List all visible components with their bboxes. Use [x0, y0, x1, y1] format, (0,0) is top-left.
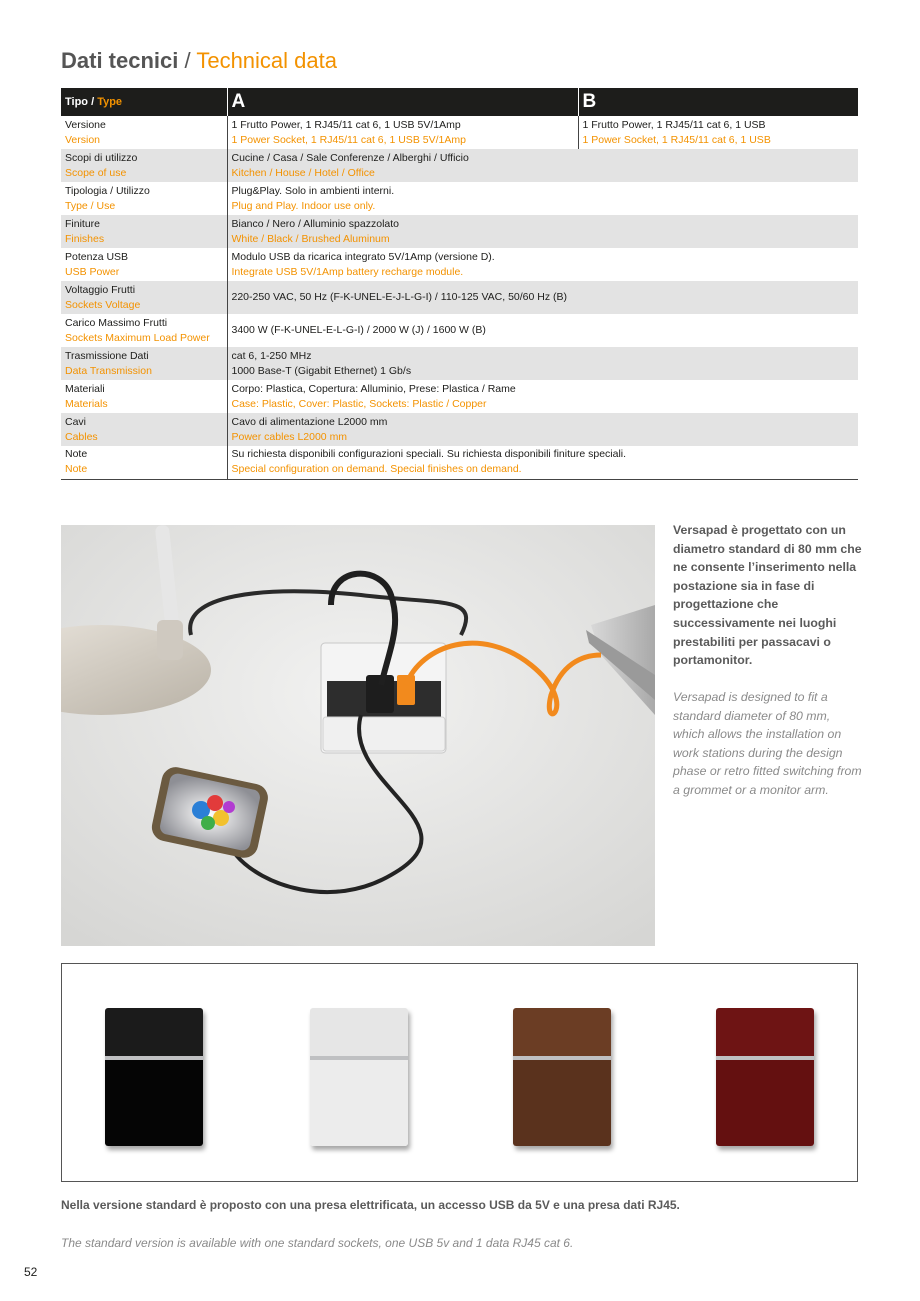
title-english: Technical data: [196, 48, 337, 73]
value-it: Plug&Play. Solo in ambienti interni.: [231, 184, 395, 197]
finish-swatch-burgundy: [716, 1008, 814, 1146]
label-en: Materials: [65, 397, 108, 410]
row-value: [227, 215, 858, 248]
value-it: Cucine / Casa / Sale Conferenze / Alberghi / Ufficio: [231, 151, 469, 164]
row-value: [227, 380, 858, 413]
description-english: Versapad is designed to fit a standard diameter of 80 mm, which allows the installation on work stations during the design phase or retro fitted switching from a grommet or a monitor arm.: [673, 690, 862, 797]
label-it: Versione: [65, 118, 106, 131]
column-b-header: B: [578, 88, 858, 116]
swatch-base: [105, 1060, 203, 1146]
label-it: Trasmissione Dati: [65, 349, 149, 362]
swatch-cover: [310, 1008, 408, 1056]
table-row: [61, 446, 858, 479]
label-it: Scopi di utilizzo: [65, 151, 138, 164]
table-row: [61, 281, 858, 314]
row-label: [61, 248, 227, 281]
table-row: [61, 149, 858, 182]
value-it: Bianco / Nero / Alluminio spazzolato: [231, 217, 400, 230]
value-it: Cavo di alimentazione L2000 mm: [231, 415, 388, 428]
product-photo-illustration: [61, 525, 655, 946]
label-en: USB Power: [65, 265, 120, 278]
table-row: [61, 215, 858, 248]
product-photo: [61, 525, 655, 946]
value-it: Corpo: Plastica, Copertura: Alluminio, Prese: Plastica / Rame: [231, 382, 516, 395]
value-it: cat 6, 1-250 MHz: [231, 349, 312, 362]
finish-swatch-black: [105, 1008, 203, 1146]
row-value: [227, 446, 858, 479]
value-en: Special configuration on demand. Special finishes on demand.: [231, 463, 522, 476]
row-value: [227, 248, 858, 281]
row-label: [61, 446, 227, 479]
caption-italian: Nella versione standard è proposto con una presa elettrificata, un accesso USB da 5V e una presa dati RJ45.: [61, 1198, 680, 1212]
row-label: [61, 149, 227, 182]
type-header-en: Type: [97, 96, 123, 108]
label-it: Voltaggio Frutti: [65, 283, 136, 296]
value-it: Su richiesta disponibili configurazioni speciali. Su richiesta disponibili finiture speciali.: [231, 448, 627, 461]
label-en: Type / Use: [65, 199, 116, 212]
swatch-cover: [105, 1008, 203, 1056]
title-italian: Dati tecnici: [61, 48, 179, 73]
table-row: [61, 182, 858, 215]
row-value: [227, 314, 858, 347]
value-single: 3400 W (F-K-UNEL-E-L-G-I) / 2000 W (J) / 1600 W (B): [231, 324, 486, 336]
label-en: Note: [65, 463, 88, 476]
label-en: Finishes: [65, 232, 105, 245]
value-en: Integrate USB 5V/1Amp battery recharge module.: [231, 265, 464, 278]
label-it: Note: [65, 448, 88, 461]
label-en: Sockets Maximum Load Power: [65, 331, 210, 344]
finish-swatch-walnut: [513, 1008, 611, 1146]
row-label: [61, 215, 227, 248]
label-en: Scope of use: [65, 166, 127, 179]
value-en: 1 Power Socket, 1 RJ45/11 cat 6, 1 USB 5V/1Amp: [231, 133, 466, 146]
swatch-base: [310, 1060, 408, 1146]
label-it: Carico Massimo Frutti: [65, 316, 168, 329]
type-header-slash: /: [88, 96, 98, 108]
table-row: [61, 314, 858, 347]
swatch-base: [513, 1060, 611, 1146]
value-en: Case: Plastic, Cover: Plastic, Sockets: Plastic / Copper: [231, 397, 487, 410]
page-title: [61, 46, 337, 76]
value-single: 220-250 VAC, 50 Hz (F-K-UNEL-E-J-L-G-I) / 110-125 VAC, 50/60 Hz (B): [231, 291, 568, 303]
table-header-row: [61, 88, 858, 116]
value-en: Plug and Play. Indoor use only.: [231, 199, 376, 212]
label-it: Potenza USB: [65, 250, 129, 263]
label-it: Materiali: [65, 382, 105, 395]
page-number: 52: [24, 1265, 38, 1279]
row-label: [61, 347, 227, 380]
table-row: [61, 413, 858, 446]
row-value-b: [578, 116, 858, 149]
row-value: [227, 182, 858, 215]
type-header: [61, 88, 227, 116]
row-value: [227, 413, 858, 446]
row-value: [227, 149, 858, 182]
label-it: Finiture: [65, 217, 101, 230]
caption-english: The standard version is available with one standard sockets, one USB 5v and 1 data RJ45 cat 6.: [61, 1236, 574, 1250]
row-value: [227, 281, 858, 314]
label-it: Cavi: [65, 415, 87, 428]
technical-data-table: [61, 88, 858, 480]
row-label: [61, 314, 227, 347]
description-italian: Versapad è progettato con un diametro standard di 80 mm che ne consente l’inserimento nella postazione sia in fase di progettazione che successivamente nei luoghi prestabiliti per passacavi o portamonitor.: [673, 523, 862, 668]
table-row: [61, 248, 858, 281]
swatch-base: [716, 1060, 814, 1146]
table-row: [61, 347, 858, 380]
label-en: Data Transmission: [65, 364, 152, 377]
value-en: Power cables L2000 mm: [231, 430, 348, 443]
column-a-header: A: [227, 88, 578, 116]
label-en: Sockets Voltage: [65, 298, 141, 311]
value-en: Kitchen / House / Hotel / Office: [231, 166, 375, 179]
label-en: Cables: [65, 430, 98, 443]
label-en: Version: [65, 133, 101, 146]
finish-swatch-white: [310, 1008, 408, 1146]
row-label: [61, 281, 227, 314]
value-it: Modulo USB da ricarica integrato 5V/1Amp (versione D).: [231, 250, 495, 263]
swatch-cover: [716, 1008, 814, 1056]
value-en: White / Black / Brushed Aluminum: [231, 232, 390, 245]
row-label: [61, 116, 227, 149]
swatch-cover: [513, 1008, 611, 1056]
value-it: 1 Frutto Power, 1 RJ45/11 cat 6, 1 USB 5V/1Amp: [231, 118, 461, 131]
label-it: Tipologia / Utilizzo: [65, 184, 150, 197]
value-it-2: 1000 Base-T (Gigabit Ethernet) 1 Gb/s: [231, 364, 412, 377]
table-row: [61, 116, 858, 149]
finishes-showcase: [61, 963, 858, 1182]
table-row: [61, 380, 858, 413]
title-separator: /: [178, 48, 197, 73]
row-value-a: [227, 116, 578, 149]
value-en: 1 Power Socket, 1 RJ45/11 cat 6, 1 USB: [582, 133, 771, 146]
row-label: [61, 413, 227, 446]
row-label: [61, 182, 227, 215]
value-it: 1 Frutto Power, 1 RJ45/11 cat 6, 1 USB: [582, 118, 766, 131]
row-label: [61, 380, 227, 413]
row-value: [227, 347, 858, 380]
type-header-it: Tipo: [65, 96, 89, 108]
